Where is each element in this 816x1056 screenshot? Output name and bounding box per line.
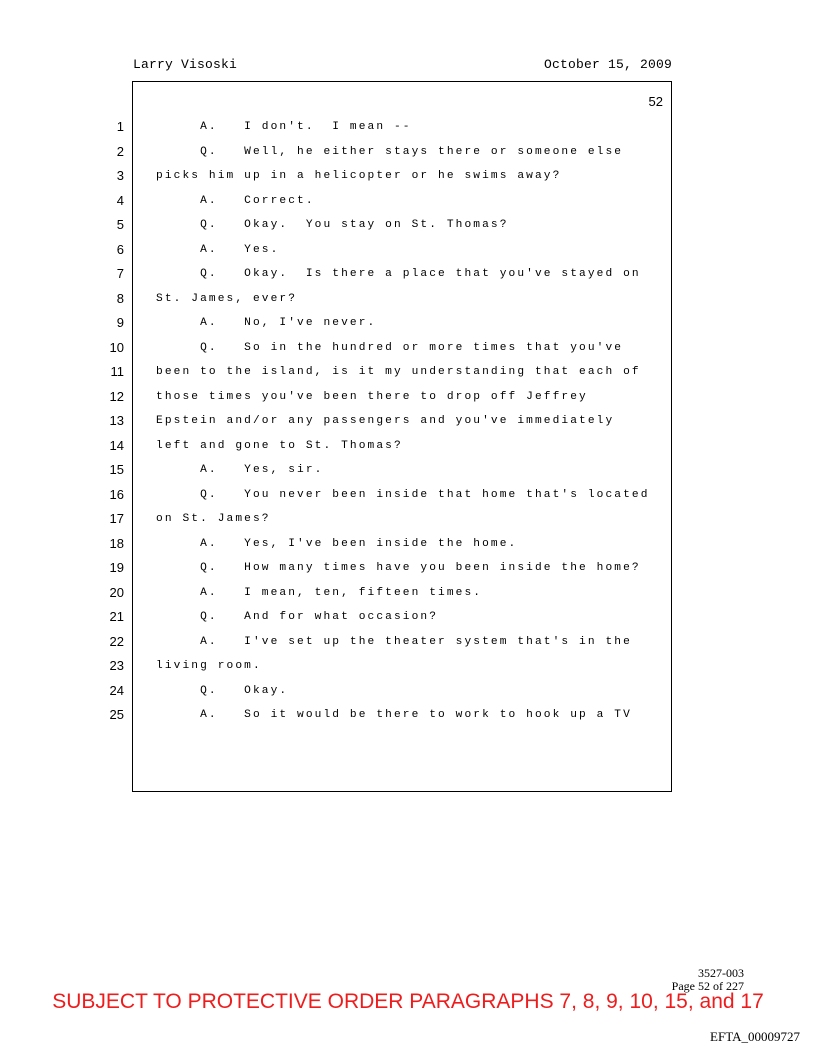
deposition-date: October 15, 2009 [543,57,672,72]
line-number: 6 [116,241,124,257]
line-number: 20 [109,584,124,600]
transcript-line: A. So it would be there to work to hook up a TV [156,709,632,721]
transcript-line: been to the island, is it my understanding that each of [156,366,641,378]
bates-number: EFTA_00009727 [710,1029,800,1044]
witness-name: Larry Visoski [133,57,238,72]
transcript-line: Q. How many times have you been inside the home? [156,562,641,574]
line-number: 4 [116,192,124,208]
transcript-line: A. I've set up the theater system that's in the [156,635,632,648]
page-of-total: Page 52 of 227 [671,979,744,993]
line-number: 9 [116,315,124,330]
line-number: 17 [109,511,124,526]
protective-order-notice: SUBJECT TO PROTECTIVE ORDER PARAGRAPHS 7, 8, 9, 10, 15, and 17 [52,990,764,1013]
transcript-line: left and gone to St. Thomas? [156,439,403,452]
transcript-line: on St. James? [156,513,271,525]
line-number: 13 [109,413,124,428]
transcript-line: living room. [156,660,262,672]
transcript-line: Q. And for what occasion? [156,611,439,623]
line-number: 12 [109,388,124,404]
line-number: 18 [109,535,124,551]
case-number: 3527-003 [698,966,744,980]
transcript-page-number: 52 [648,94,663,109]
line-number-column [96,115,124,728]
transcript-line: Q. So in the hundred or more times that you've [156,341,624,354]
transcript-line: those times you've been there to drop off Jeffrey [156,390,588,403]
transcript-line: Q. Okay. Is there a place that you've stayed on [156,268,641,280]
line-number: 2 [116,143,124,159]
line-number: 10 [109,339,124,355]
transcript-line: Q. Well, he either stays there or someone else [156,145,624,158]
line-number: 7 [116,266,124,281]
line-number: 23 [109,658,124,673]
line-number: 21 [109,609,124,624]
transcript-line: A. Correct. [156,194,315,207]
line-number: 1 [116,119,124,134]
line-number: 19 [109,560,124,575]
transcript-line: Epstein and/or any passengers and you've immediately [156,415,615,427]
transcript-line: Q. Okay. [156,684,289,697]
transcript-line: A. Yes, I've been inside the home. [156,537,518,550]
transcript-line: A. I don't. I mean -- [156,121,412,133]
line-number: 8 [116,290,124,306]
line-number: 5 [116,217,124,232]
transcript-line: Q. You never been inside that home that's located [156,488,650,501]
line-number: 11 [110,364,124,379]
transcript-line: St. James, ever? [156,292,298,305]
transcript-text [156,115,666,728]
transcript-line: picks him up in a helicopter or he swims away? [156,170,562,182]
line-number: 16 [109,486,124,502]
transcript-line: A. I mean, ten, fifteen times. [156,586,483,599]
transcript-line: A. Yes, sir. [156,464,324,476]
line-number: 25 [109,707,124,722]
line-number: 15 [109,462,124,477]
line-number: 14 [109,437,124,453]
transcript-line: A. No, I've never. [156,317,377,329]
line-number: 22 [109,633,124,649]
transcript-line: Q. Okay. You stay on St. Thomas? [156,219,509,231]
line-number: 3 [116,168,124,183]
transcript-line: A. Yes. [156,243,280,256]
line-number: 24 [109,682,124,698]
